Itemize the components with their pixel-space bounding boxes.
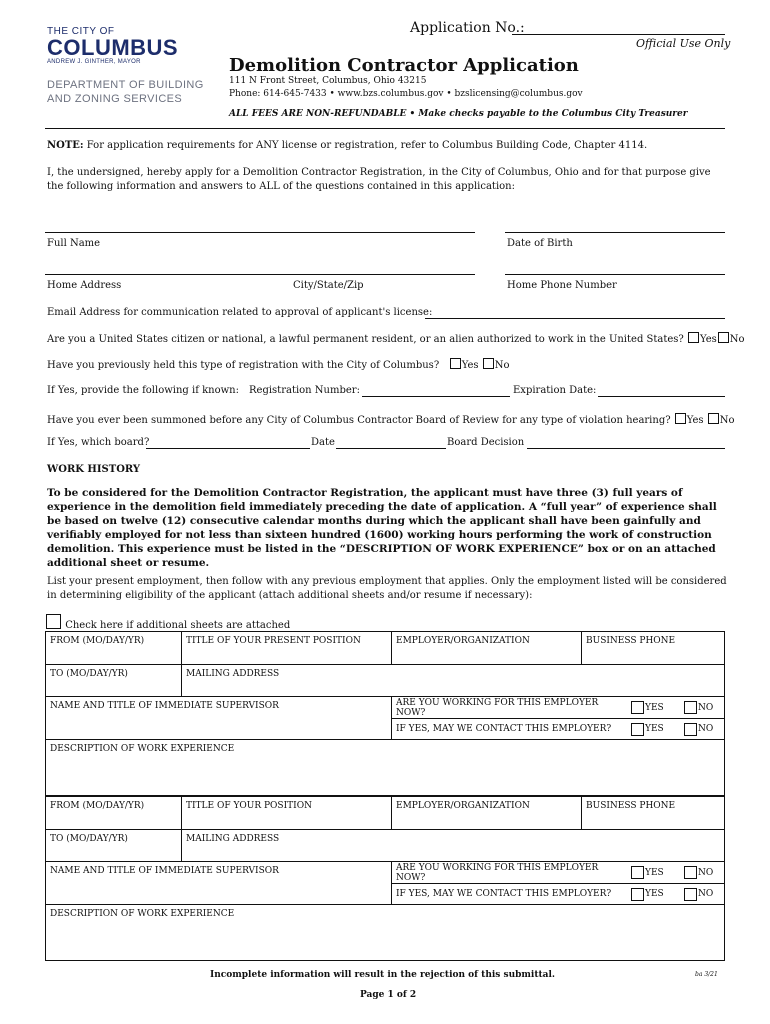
- list-employment-text: List your present employment, then follow with any previous employment that applies. Only the employment listed will be considered in determining eligibility of the applicant (attach additional sheets and/or resume if necessary):: [47, 576, 727, 601]
- home-address-label: Home Address: [47, 280, 122, 291]
- work-requirements: To be considered for the Demolition Contractor Registration, the applicant must have three (3) full years of experience in the demolition field immediately preceding the date of application. A “full year” of experience shall be based on twelve (12) consecutive calendar months during which the applicant shall have been gainfully and verifiably employed for not less than sixteen hundred (1600) working hours performing the work of construction demolition. This experience must be listed in the “DESCRIPTION OF WORK EXPERIENCE” box or on an attached additional sheet or resume.: [47, 487, 717, 569]
- position-title-cell[interactable]: TITLE OF YOUR POSITION: [182, 797, 392, 830]
- supervisor-cell[interactable]: NAME AND TITLE OF IMMEDIATE SUPERVISOR: [46, 697, 392, 740]
- mailing-address-cell[interactable]: MAILING ADDRESS: [182, 830, 725, 862]
- logo-main-text: COLUMBUS: [47, 35, 179, 60]
- summoned-yes-label: Yes: [686, 415, 704, 426]
- board-date-label: Date: [311, 437, 335, 448]
- from-date-cell[interactable]: FROM (MO/DAY/YR): [46, 797, 182, 830]
- work-history-table-2: [45, 796, 725, 961]
- reg-number-field[interactable]: [362, 396, 510, 397]
- official-use-label: Official Use Only: [636, 37, 731, 50]
- may-contact-no-label: NO: [698, 889, 714, 899]
- fees-notice: ALL FEES ARE NON-REFUNDABLE • Make checks payable to the Columbus City Treasurer: [229, 109, 688, 119]
- exp-date-label: Expiration Date:: [513, 385, 597, 396]
- supervisor-cell[interactable]: NAME AND TITLE OF IMMEDIATE SUPERVISOR: [46, 862, 392, 905]
- employer-cell[interactable]: EMPLOYER/ORGANIZATION: [392, 797, 582, 830]
- page-number: Page 1 of 2: [360, 990, 417, 1000]
- previous-text: Have you previously held this type of registration with the City of Columbus?: [47, 360, 440, 371]
- dob-label: Date of Birth: [507, 238, 573, 249]
- previous-yes-label: Yes: [461, 360, 479, 371]
- business-phone-cell[interactable]: BUSINESS PHONE: [582, 632, 725, 665]
- working-now-no-checkbox[interactable]: [684, 866, 697, 879]
- intro-text: I, the undersigned, hereby apply for a Demolition Contractor Registration, in the City of Columbus, Ohio and for that purpose give the following information and answers to ALL of the questions contained in this application:: [47, 167, 711, 192]
- home-phone-label: Home Phone Number: [507, 280, 617, 291]
- employer-status-cell: [392, 697, 725, 740]
- working-now-no-checkbox[interactable]: [684, 701, 697, 714]
- summoned-question: [47, 413, 735, 426]
- which-board-field[interactable]: [146, 448, 310, 449]
- incomplete-notice: Incomplete information will result in the rejection of this submittal.: [210, 970, 556, 980]
- city-state-zip-label: City/State/Zip: [293, 280, 364, 291]
- citizen-yes-checkbox[interactable]: [688, 332, 699, 343]
- previous-no-checkbox[interactable]: [483, 358, 494, 369]
- may-contact-row: [392, 719, 724, 739]
- board-date-field[interactable]: [336, 448, 446, 449]
- citizen-yes-label: Yes: [699, 334, 717, 345]
- may-contact-label: IF YES, MAY WE CONTACT THIS EMPLOYER?: [396, 724, 612, 734]
- dept-line1: DEPARTMENT OF BUILDING: [47, 79, 204, 91]
- home-phone-field[interactable]: [505, 274, 725, 275]
- summoned-text: Have you ever been summoned before any City of Columbus Contractor Board of Review for any type of violation hearing?: [47, 415, 671, 426]
- logo-top-text: THE CITY OF: [47, 26, 115, 37]
- reg-number-label: Registration Number:: [249, 385, 360, 396]
- email-label: Email Address for communication related to approval of applicant's license:: [47, 307, 433, 318]
- may-contact-row: [392, 884, 724, 904]
- board-decision-label: Board Decision: [447, 437, 525, 448]
- previous-yes-checkbox[interactable]: [450, 358, 461, 369]
- work-description-cell[interactable]: DESCRIPTION OF WORK EXPERIENCE: [46, 905, 725, 961]
- employer-cell[interactable]: EMPLOYER/ORGANIZATION: [392, 632, 582, 665]
- citizen-text: Are you a United States citizen or national, a lawful permanent resident, or an alien authorized to work in the United States?: [47, 334, 684, 345]
- additional-sheets: [45, 614, 290, 631]
- from-date-cell[interactable]: FROM (MO/DAY/YR): [46, 632, 182, 665]
- office-address: 111 N Front Street, Columbus, Ohio 43215: [229, 76, 427, 86]
- may-contact-no-checkbox[interactable]: [684, 888, 697, 901]
- dept-name: [47, 78, 204, 106]
- may-contact-yes-checkbox[interactable]: [631, 723, 644, 736]
- to-date-cell[interactable]: TO (MO/DAY/YR): [46, 665, 182, 697]
- header-divider: [45, 128, 725, 129]
- working-now-row: [392, 697, 724, 719]
- note: [47, 140, 727, 151]
- which-board-label: If Yes, which board?: [47, 437, 150, 448]
- position-title-cell[interactable]: TITLE OF YOUR PRESENT POSITION: [182, 632, 392, 665]
- may-contact-yes-checkbox[interactable]: [631, 888, 644, 901]
- working-now-label: ARE YOU WORKING FOR THIS EMPLOYER NOW?: [396, 862, 599, 883]
- working-now-row: [392, 862, 724, 884]
- board-decision-field[interactable]: [527, 448, 725, 449]
- logo-mayor-text: ANDREW J. GINTHER, MAYOR: [47, 59, 141, 65]
- home-address-field[interactable]: [45, 274, 475, 275]
- mailing-address-cell[interactable]: MAILING ADDRESS: [182, 665, 725, 697]
- note-label: NOTE:: [47, 140, 84, 151]
- working-now-yes-checkbox[interactable]: [631, 866, 644, 879]
- dept-line2: AND ZONING SERVICES: [47, 93, 183, 105]
- business-phone-cell[interactable]: BUSINESS PHONE: [582, 797, 725, 830]
- working-now-label: ARE YOU WORKING FOR THIS EMPLOYER NOW?: [396, 697, 599, 718]
- city-logo: [47, 26, 187, 65]
- citizen-no-checkbox[interactable]: [718, 332, 729, 343]
- previous-question: [47, 358, 510, 371]
- work-history-table-1: [45, 631, 725, 796]
- may-contact-yes-label: YES: [645, 724, 664, 734]
- working-now-yes-checkbox[interactable]: [631, 701, 644, 714]
- may-contact-label: IF YES, MAY WE CONTACT THIS EMPLOYER?: [396, 889, 612, 899]
- exp-date-field[interactable]: [598, 396, 725, 397]
- work-history-heading: WORK HISTORY: [47, 464, 141, 475]
- employer-status-cell: [392, 862, 725, 905]
- citizen-no-label: No: [729, 334, 745, 345]
- summoned-yes-checkbox[interactable]: [675, 413, 686, 424]
- previous-no-label: No: [494, 360, 510, 371]
- to-date-cell[interactable]: TO (MO/DAY/YR): [46, 830, 182, 862]
- may-contact-yes-label: YES: [645, 889, 664, 899]
- page-title: Demolition Contractor Application: [229, 55, 579, 76]
- working-now-yes-label: YES: [645, 867, 664, 878]
- working-now-no-label: NO: [698, 702, 714, 713]
- summoned-no-checkbox[interactable]: [708, 413, 719, 424]
- may-contact-no-checkbox[interactable]: [684, 723, 697, 736]
- office-contact: Phone: 614-645-7433 • www.bzs.columbus.gov • bzslicensing@columbus.gov: [229, 89, 583, 99]
- full-name-label: Full Name: [47, 238, 101, 249]
- working-now-no-label: NO: [698, 867, 714, 878]
- citizen-question: [47, 332, 745, 345]
- work-description-cell[interactable]: DESCRIPTION OF WORK EXPERIENCE: [46, 740, 725, 796]
- additional-sheets-label: Check here if additional sheets are attached: [65, 620, 291, 631]
- additional-sheets-checkbox[interactable]: [46, 614, 61, 629]
- email-field[interactable]: [425, 318, 725, 319]
- full-name-field[interactable]: [45, 232, 475, 233]
- working-now-yes-label: YES: [645, 702, 664, 713]
- may-contact-no-label: NO: [698, 724, 714, 734]
- note-text: For application requirements for ANY license or registration, refer to Columbus Building Code, Chapter 4114.: [83, 140, 648, 151]
- summoned-no-label: No: [719, 415, 735, 426]
- app-no-label: Application No.:: [410, 20, 525, 36]
- if-yes-label: If Yes, provide the following if known:: [47, 385, 239, 396]
- dob-field[interactable]: [505, 232, 725, 233]
- app-no-field[interactable]: [512, 34, 725, 35]
- rev-code: ba 3/21: [695, 971, 718, 978]
